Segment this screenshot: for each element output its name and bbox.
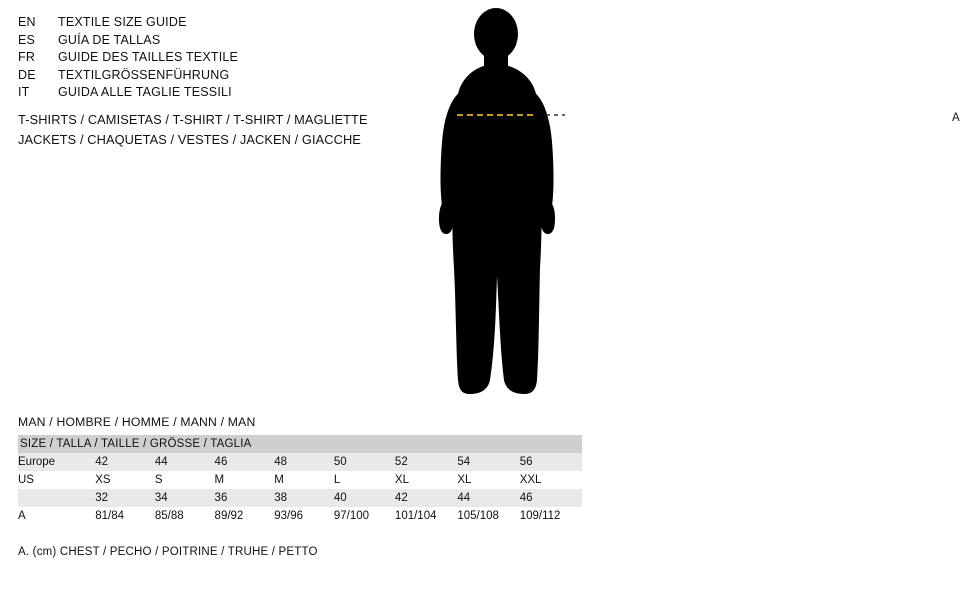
language-row — [18, 32, 378, 50]
cell: 34 — [154, 492, 168, 504]
row-label — [18, 489, 95, 507]
measure-label-a: A — [952, 112, 960, 124]
cell: 36 — [214, 492, 228, 504]
language-code: ES — [18, 32, 36, 47]
table-row — [18, 489, 582, 507]
cell: 38 — [274, 492, 288, 504]
language-code: FR — [18, 50, 36, 64]
cell: S — [154, 474, 163, 486]
language-header-block — [18, 14, 378, 102]
cell: 52 — [394, 456, 408, 468]
size-table-area — [18, 415, 582, 525]
table-header-label: SIZE / TALLA / TAILLE / GRÖSSE / TAGLIA — [20, 438, 252, 450]
language-code: EN — [18, 15, 36, 29]
footnote: A. (cm) CHEST / PECHO / POITRINE / TRUHE / PETTO — [18, 546, 318, 558]
cell: 46 — [214, 456, 228, 468]
mannequin-silhouette-icon — [400, 8, 590, 408]
cell: 42 — [95, 456, 108, 468]
cell: 56 — [519, 456, 533, 468]
table-title: MAN / HOMBRE / HOMME / MANN / MAN — [18, 415, 256, 429]
table-row — [18, 507, 582, 525]
garment-category-block — [18, 110, 438, 150]
cell: 42 — [394, 492, 408, 504]
cell: 101/104 — [394, 510, 437, 522]
cell: 44 — [457, 492, 471, 504]
row-label: A — [18, 510, 26, 522]
cell: 54 — [457, 456, 471, 468]
row-label: US — [18, 474, 34, 486]
language-title: GUIDA ALLE TAGLIE TESSILI — [58, 85, 232, 99]
row-label: Europe — [18, 456, 56, 468]
cell: 93/96 — [274, 510, 303, 522]
language-code: DE — [18, 67, 36, 82]
cell: 46 — [519, 492, 533, 504]
cell: 81/84 — [95, 510, 124, 522]
language-row — [18, 84, 378, 102]
cell: 109/112 — [519, 510, 561, 522]
cell: XL — [394, 474, 409, 486]
cell: M — [274, 474, 284, 486]
language-code: IT — [18, 85, 30, 99]
cell: XS — [95, 474, 111, 486]
table-row — [18, 471, 582, 489]
language-title: TEXTILGRÖSSENFÜHRUNG — [58, 67, 230, 82]
cell: 44 — [154, 456, 168, 468]
language-title: GUÍA DE TALLAS — [58, 32, 161, 47]
table-row — [18, 453, 582, 471]
mannequin-figure — [400, 8, 960, 408]
language-title: GUIDE DES TAILLES TEXTILE — [58, 50, 239, 64]
language-row — [18, 14, 378, 32]
cell: 40 — [333, 492, 347, 504]
language-row — [18, 49, 378, 67]
cell: 48 — [274, 456, 288, 468]
cell: 97/100 — [333, 510, 370, 522]
table-header-row — [18, 435, 582, 453]
language-row — [18, 67, 378, 85]
category-tshirts: T-SHIRTS / CAMISETAS / T-SHIRT / T-SHIRT / MAGLIETTE — [18, 112, 368, 127]
cell: XL — [457, 474, 472, 486]
cell: 89/92 — [214, 510, 244, 522]
category-jackets: JACKETS / CHAQUETAS / VESTES / JACKEN / GIACCHE — [18, 132, 361, 147]
cell: L — [333, 474, 341, 486]
cell: 85/88 — [154, 510, 184, 522]
cell: 32 — [95, 492, 108, 504]
language-title: TEXTILE SIZE GUIDE — [58, 15, 187, 29]
cell: 50 — [333, 456, 347, 468]
size-table — [18, 435, 582, 525]
cell: XXL — [519, 474, 542, 486]
cell: M — [214, 474, 225, 486]
cell: 105/108 — [457, 510, 499, 522]
